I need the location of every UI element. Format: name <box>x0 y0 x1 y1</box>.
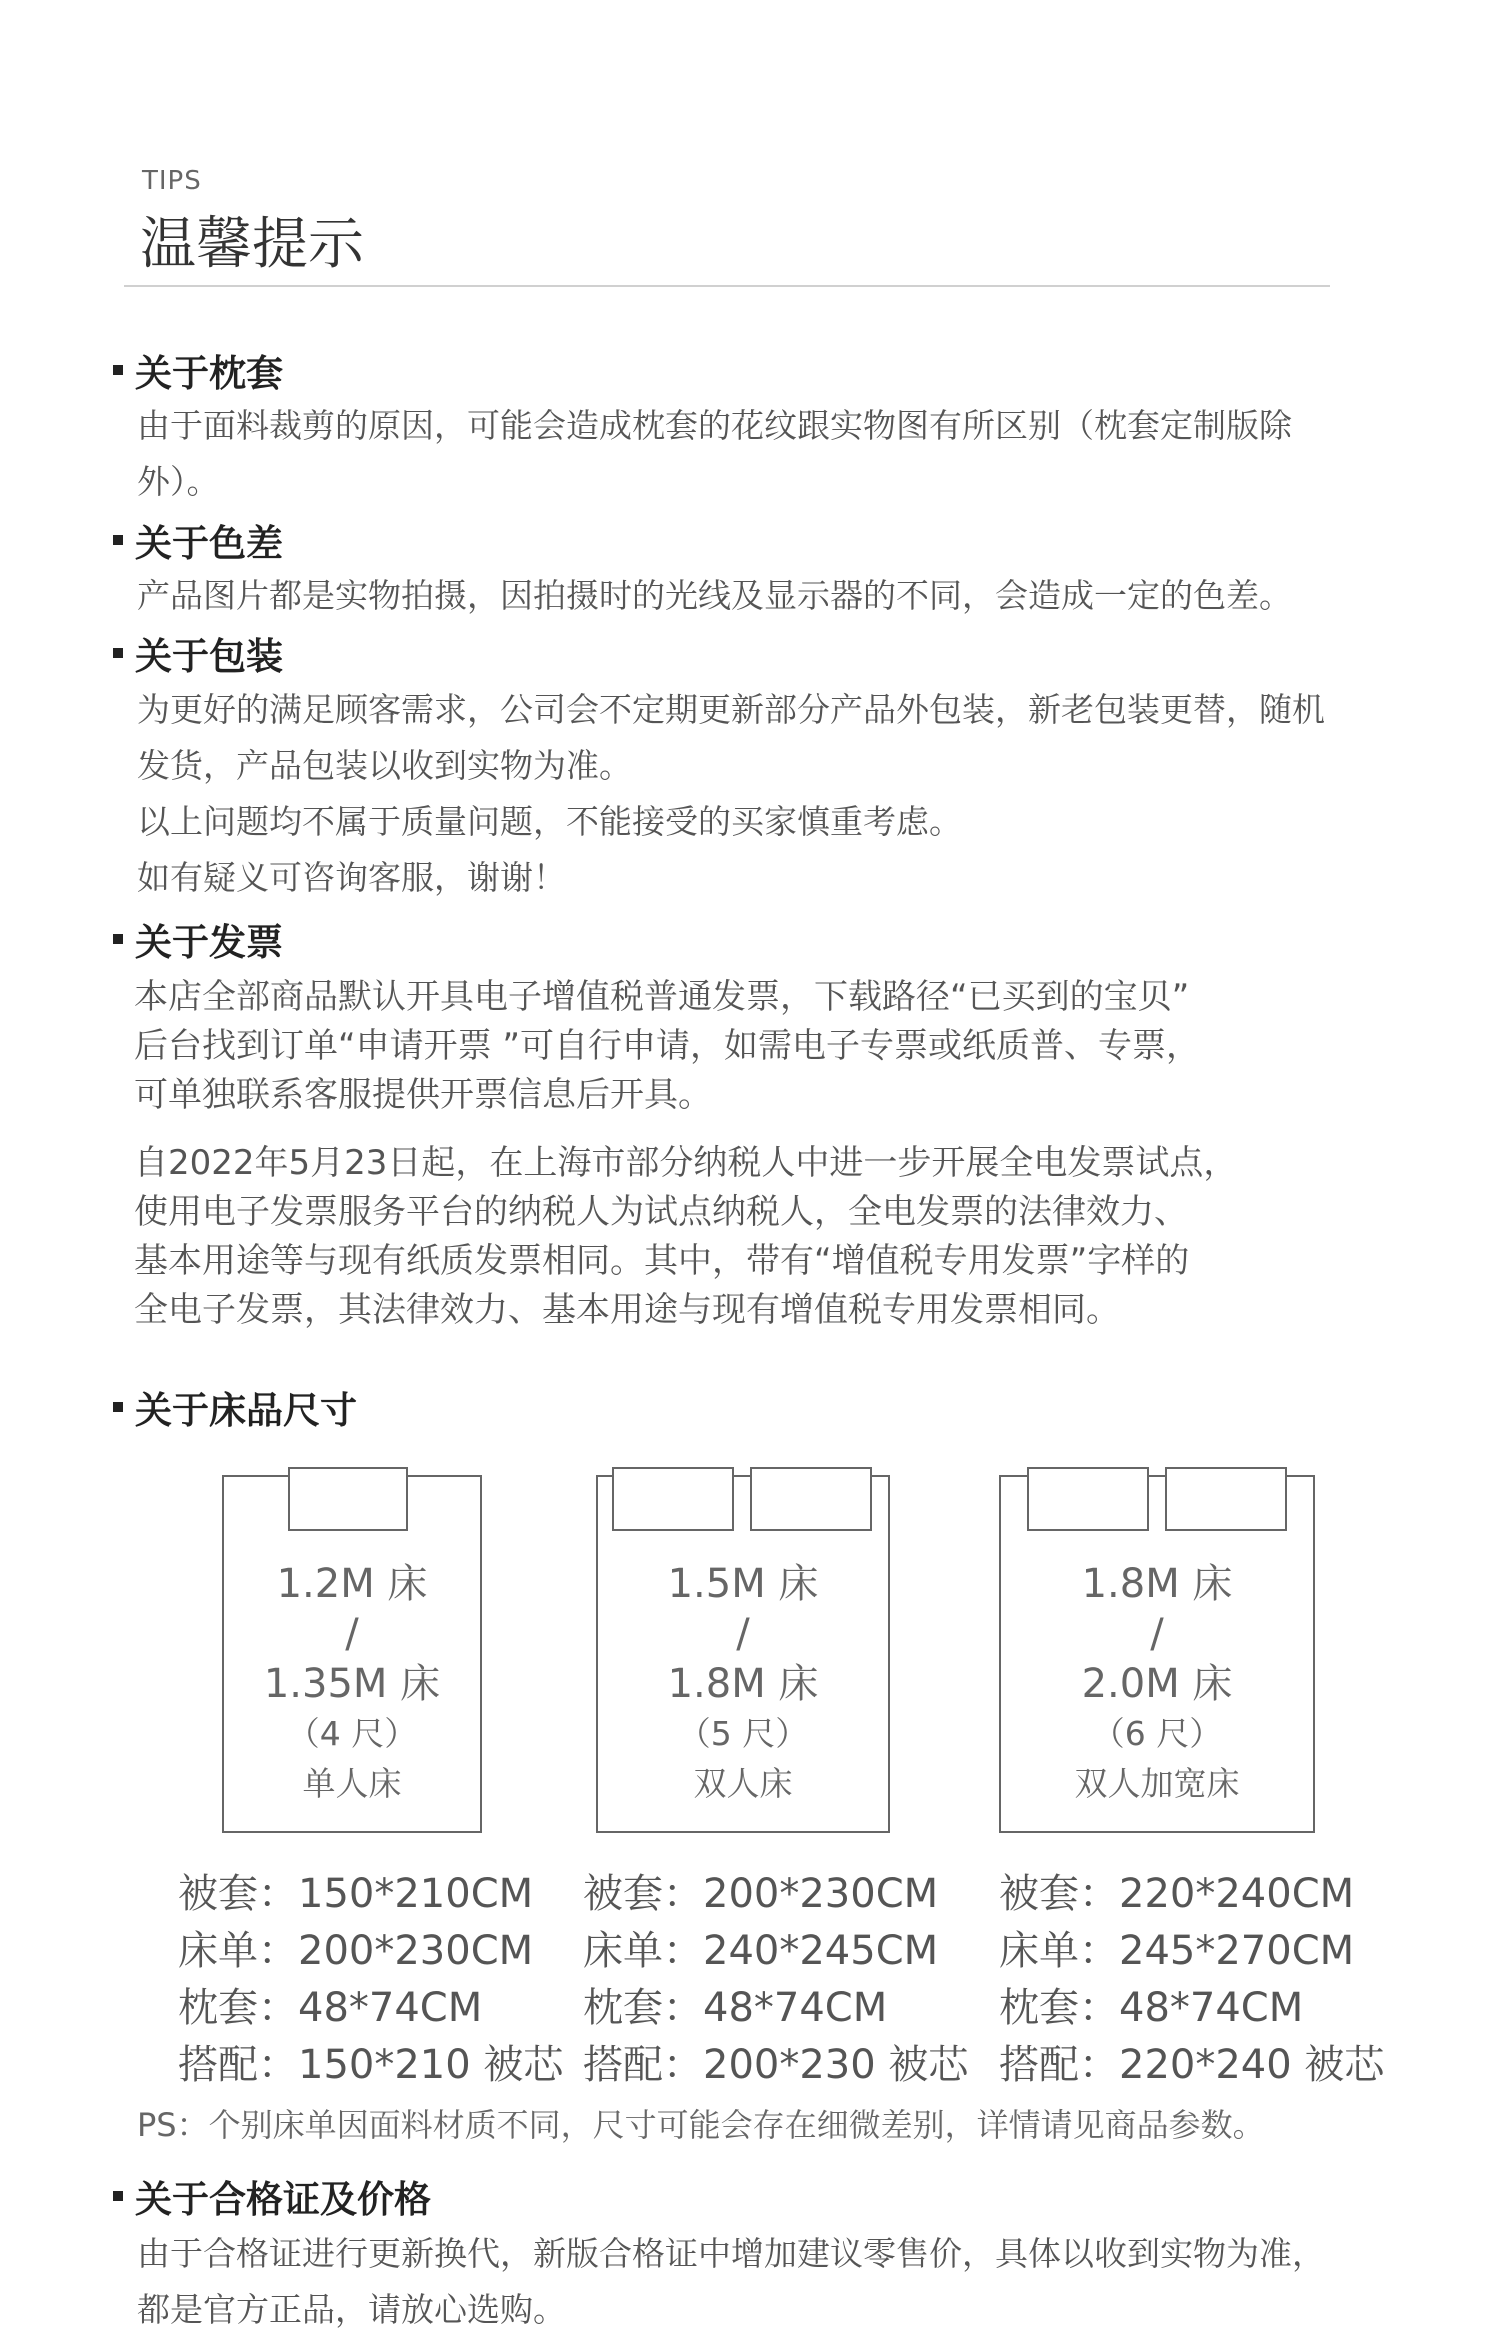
spec-line: 枕套：48*74CM <box>999 1985 1304 2031</box>
section-title: 关于发票 <box>135 921 283 964</box>
section-title: 关于包装 <box>135 635 283 678</box>
pillow-icon <box>288 1467 408 1531</box>
spec-line: 被套：150*210CM <box>178 1871 534 1917</box>
pillow-icon <box>612 1467 734 1531</box>
bed-specs-wide <box>999 1866 1384 2094</box>
section-heading-bedsize <box>115 1380 357 1434</box>
text-line: 全电子发票，其法律效力、基本用途与现有增值税专用发票相同。 <box>134 1290 1120 1330</box>
section-title: 关于床品尺寸 <box>135 1389 357 1432</box>
spec-line: 床单：240*245CM <box>583 1928 939 1974</box>
bed-separator: / <box>736 1611 750 1657</box>
pillow-icon <box>1165 1467 1287 1531</box>
bed-specs-double <box>583 1866 968 2094</box>
spec-line: 搭配：150*210 被芯 <box>178 2042 564 2088</box>
text-line: 为更好的满足顾客需求，公司会不定期更新部分产品外包装，新老包装更替，随机 <box>137 690 1325 729</box>
text-line: 基本用途等与现有纸质发票相同。其中，带有“增值税专用发票”字样的 <box>134 1241 1190 1281</box>
text-line: 使用电子发票服务平台的纳税人为试点纳税人，全电发票的法律效力、 <box>134 1192 1188 1232</box>
bed-label <box>598 1559 888 1809</box>
bed-label <box>1001 1559 1313 1809</box>
bed-type: 单人床 <box>302 1764 402 1803</box>
text-line: 本店全部商品默认开具电子增值税普通发票，下载路径“已买到的宝贝” <box>134 977 1190 1017</box>
bullet-icon <box>113 1402 123 1412</box>
bed-diagram-single <box>222 1475 482 1833</box>
section-heading-package <box>115 626 283 680</box>
section-heading-color <box>115 513 283 567</box>
bed-feet: （5 尺） <box>677 1714 809 1753</box>
bed-feet: （6 尺） <box>1091 1714 1223 1753</box>
bed-size-label: 2.0M 床 <box>1081 1661 1233 1707</box>
section-title: 关于合格证及价格 <box>135 2178 431 2221</box>
spec-line: 枕套：48*74CM <box>583 1985 888 2031</box>
bed-size-label: 1.8M 床 <box>1081 1561 1233 1607</box>
section-heading-invoice <box>115 912 283 966</box>
pillow-icon <box>750 1467 872 1531</box>
bed-size-label: 1.35M 床 <box>263 1661 441 1707</box>
bed-type: 双人加宽床 <box>1074 1764 1240 1803</box>
text-line: 产品图片都是实物拍摄，因拍摄时的光线及显示器的不同，会造成一定的色差。 <box>137 576 1292 615</box>
text-line: 外）。 <box>137 462 220 501</box>
bullet-icon <box>113 365 123 375</box>
section-text-invoice-pilot <box>134 1139 1364 1335</box>
text-line: 自2022年5月23日起，在上海市部分纳税人中进一步开展全电发票试点， <box>134 1143 1238 1183</box>
text-line: 发货，产品包装以收到实物为准。 <box>137 746 632 785</box>
text-line: 都是官方正品，请放心选购。 <box>137 2290 566 2329</box>
section-text-package <box>137 682 1347 906</box>
spec-line: 搭配：200*230 被芯 <box>583 2042 969 2088</box>
spec-line: 搭配：220*240 被芯 <box>999 2042 1385 2088</box>
bullet-icon <box>113 934 123 944</box>
text-line: 以上问题均不属于质量问题，不能接受的买家慎重考虑。 <box>137 802 962 841</box>
text-line: 后台找到订单“申请开票 ”可自行申请，如需电子专票或纸质普、专票， <box>134 1026 1201 1066</box>
bullet-icon <box>113 535 123 545</box>
section-heading-cert <box>115 2169 431 2223</box>
section-heading-pillow <box>115 343 283 397</box>
section-title: 关于枕套 <box>135 352 283 395</box>
tips-label: TIPS <box>142 166 202 196</box>
bed-type: 双人床 <box>693 1764 793 1803</box>
bullet-icon <box>113 648 123 658</box>
bullet-icon <box>113 2191 123 2201</box>
spec-line: 被套：220*240CM <box>999 1871 1355 1917</box>
bed-separator: / <box>1150 1611 1164 1657</box>
bed-size-label: 1.5M 床 <box>667 1561 819 1607</box>
bed-separator: / <box>345 1611 359 1657</box>
page-title: 温馨提示 <box>140 212 364 277</box>
bed-diagram-wide <box>999 1475 1315 1833</box>
section-text-cert <box>137 2226 1347 2338</box>
spec-line: 枕套：48*74CM <box>178 1985 483 2031</box>
text-line: 由于面料裁剪的原因，可能会造成枕套的花纹跟实物图有所区别（枕套定制版除 <box>137 406 1292 445</box>
pillow-icon <box>1027 1467 1149 1531</box>
section-text-invoice <box>134 973 1364 1120</box>
bed-size-label: 1.8M 床 <box>667 1661 819 1707</box>
text-line: 可单独联系客服提供开票信息后开具。 <box>134 1075 712 1115</box>
spec-line: 被套：200*230CM <box>583 1871 939 1917</box>
bed-size-label: 1.2M 床 <box>276 1561 428 1607</box>
bed-feet: （4 尺） <box>286 1714 418 1753</box>
text-line: 由于合格证进行更新换代，新版合格证中增加建议零售价，具体以收到实物为准， <box>137 2234 1325 2273</box>
title-divider <box>124 285 1330 287</box>
bed-label <box>224 1559 480 1809</box>
bed-specs-single <box>178 1866 563 2094</box>
section-text-color <box>137 568 1347 624</box>
ps-note: PS：个别床单因面料材质不同，尺寸可能会存在细微差别，详情请见商品参数。 <box>137 2106 1265 2144</box>
text-line: 如有疑义可咨询客服，谢谢！ <box>137 858 566 897</box>
section-text-pillow <box>137 398 1347 510</box>
spec-line: 床单：245*270CM <box>999 1928 1355 1974</box>
bed-diagram-double <box>596 1475 890 1833</box>
spec-line: 床单：200*230CM <box>178 1928 534 1974</box>
section-title: 关于色差 <box>135 522 283 565</box>
